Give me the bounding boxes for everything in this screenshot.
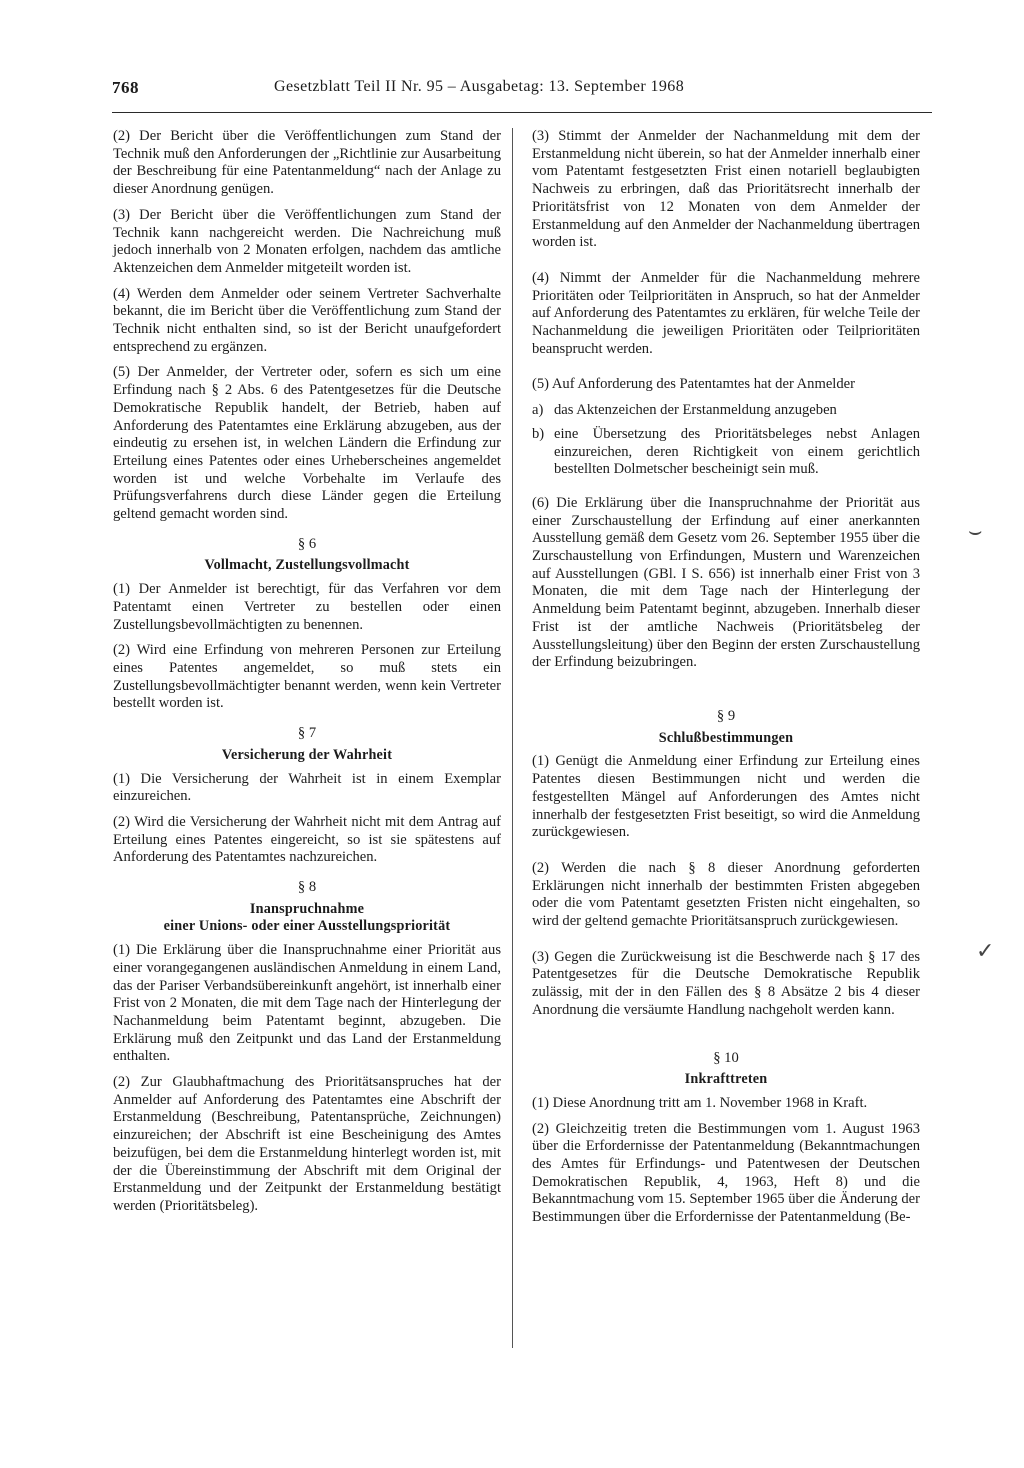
paragraph: (3) Gegen die Zurückweisung ist die Beschwerde nach § 17 des Patentgesetzes für die Deutsche Demokratische Republik zulässig, mit der in den Fällen des § 8 Absätze 2 bis 4 dieser Anordnung die versäumte Handlung nachgeholt werden kann. bbox=[532, 948, 920, 1018]
paragraph: (4) Werden dem Anmelder oder seinem Vertreter Sachverhalte bekannt, die im Bericht über die Veröffentlichung zum Stand der Technik nicht enthalten sind, so ist der Bericht unaufgefordert entsprechend zu ergänzen. bbox=[113, 285, 501, 355]
paragraph: (2) Der Bericht über die Veröffentlichungen zum Stand der Technik muß den Anforderungen der „Richtlinie zur Ausarbeitung der Beschreibung für eine Patentanmeldung“ nach der Anlage zu dieser Anordnung genügen. bbox=[113, 128, 501, 198]
right-column bbox=[532, 128, 920, 1235]
paragraph: (1) Genügt die Anmeldung einer Erfindung zur Erteilung eines Patentes diesen Bestimmungen nicht und werden die festgestellten Mängel auf Anforderungen des Amtes nicht innerhalb der festgesetzten Frist beseitigt, so wird die Anmeldung zurückgewiesen. bbox=[532, 753, 920, 841]
section-title: einer Unions- oder einer Ausstellungspriorität bbox=[163, 918, 451, 935]
section-number: § 7 bbox=[297, 725, 317, 742]
page-header bbox=[112, 72, 932, 113]
paragraph: (1) Der Anmelder ist berechtigt, für das Verfahren vor dem Patentamt einen Vertreter zu bestellen oder einen Zustellungsbevollmächtigten zu benennen. bbox=[113, 581, 501, 633]
list-text: das Aktenzeichen der Erstanmeldung anzugeben bbox=[554, 402, 837, 419]
paragraph: (1) Die Versicherung der Wahrheit ist in einem Exemplar einzureichen. bbox=[113, 770, 501, 805]
list-text: eine Übersetzung des Prioritätsbeleges nebst Anlagen einzureichen, deren Richtigkeit von einem gerichtlich bestellten Dolmetscher bescheinigt sein muß. bbox=[554, 425, 920, 478]
paragraph: (2) Wird eine Erfindung von mehreren Personen zur Erteilung eines Patentes angemeldet, so muß stets ein Zustellungsbevollmächtigter benannt werden, wenn kein Vertreter bestellt worden ist. bbox=[113, 642, 501, 712]
paragraph: (2) Zur Glaubhaftmachung des Prioritätsanspruches hat der Anmelder auf Anforderung des Patentamtes eine Abschrift der Erstanmeldung (Beschreibung, Patentansprüche, Zeichnungen) einzureichen; der Abschrift ist eine Bescheinigung des Amtes beizufügen, bei dem die Erstanmeldung hinterlegt worden ist, mit der die Übereinstimmung der Abschrift mit dem Original der Erstanmeldung und der Zeitpunkt der Erstanmeldung bestätigt werden (Prioritätsbeleg). bbox=[113, 1074, 501, 1214]
section-title: Inkrafttreten bbox=[684, 1071, 768, 1088]
section-title: Vollmacht, Zustellungsvollmacht bbox=[204, 557, 410, 574]
paragraph: (2) Gleichzeitig treten die Bestimmungen vom 1. August 1963 über die Erfordernisse der Patentanmeldung (Bekanntmachungen des Amtes für Erfindungs- und Patentwesen der Deutschen Demokratischen Republik, 4, 1963, Heft 8) und die Bekanntmachung vom 15. September 1965 über die Änderung der Bestimmungen über die Erfordernisse der Patentanmeldung (Be- bbox=[532, 1120, 920, 1226]
section-number: § 10 bbox=[713, 1049, 739, 1066]
left-column bbox=[113, 128, 501, 1224]
paragraph: (1) Diese Anordnung tritt am 1. November 1968 in Kraft. bbox=[532, 1094, 868, 1111]
paragraph: (5) Der Anmelder, der Vertreter oder, sofern es sich um eine Erfindung nach § 2 Abs. 6 des Patentgesetzes für die Deutsche Demokratische Republik handelt, der Betrieb, haben auf Anforderung des Patentamtes eine Erklärung abzugeben, aus der eindeutig zu ersehen ist, in welchen Ländern die Erfindung zur Erteilung eines Patentes oder eines Urheberscheines angemeldet worden ist und welche Vorbehalte im Verlaufe des Prüfungsverfahrens durch diese Länder gegen die Erteilung geltend gemacht worden sind. bbox=[113, 364, 501, 523]
list-label: b) bbox=[532, 425, 545, 442]
column-divider bbox=[512, 128, 513, 1348]
section-title: Schlußbestimmungen bbox=[658, 729, 794, 746]
list-label: a) bbox=[532, 402, 544, 419]
paragraph: (3) Stimmt der Anmelder der Nachanmeldung mit dem der Erstanmeldung nicht überein, so hat der Anmelder innerhalb einer vom Patentamt festgesetzten Frist einen notariell beglaubigten Nachweis zu erbringen, daß das Prioritätsrecht innerhalb der Prioritätsfrist von 12 Monaten von dem Anmelder der Erstanmeldung auf den Anmelder der Nachanmeldung übertragen worden ist. bbox=[532, 128, 920, 251]
paragraph: (5) Auf Anforderung des Patentamtes hat der Anmelder bbox=[532, 376, 855, 393]
paragraph: (2) Wird die Versicherung der Wahrheit nicht mit dem Antrag auf Erteilung eines Patentes eingereicht, so ist sie spätestens auf Anforderung des Patentamtes nachzureichen. bbox=[113, 813, 501, 866]
section-number: § 9 bbox=[716, 707, 736, 724]
paragraph: (1) Die Erklärung über die Inanspruchnahme einer Priorität aus einer vorangegangenen ausländischen Anmeldung in einem Land, das der Pariser Verbandsübereinkunft angehört, ist innerhalb einer Frist von 2 Monaten, die mit dem Tage nach der Hinterlegung der Nachanmeldung beim Patentamt beginnt, abzugeben. Die Erklärung muß den Zeitpunkt und das Land der Erstanmeldung enthalten. bbox=[113, 942, 501, 1065]
paragraph: (6) Die Erklärung über die Inanspruchnahme der Priorität aus einer Zurschaustellung der Erfindung auf einer anerkannten Ausstellung gemäß dem Gesetz vom 26. September 1955 über die Zurschaustellung von Erfindungen, Mustern und Warenzeichen auf Ausstellungen (GBl. I S. 656) ist innerhalb einer Frist von 3 Monaten, die mit dem Tage nach der Hinterlegung der Anmeldung beim Patentamt beginnt, abzugeben. Innerhalb dieser Frist ist der amtliche Nachweis (Prioritätsbeleg der Ausstellungsleitung) über den Beginn der ersten Zurschaustellung der Erfindung beizubringen. bbox=[532, 494, 920, 671]
list-item bbox=[532, 402, 920, 420]
section-title: Versicherung der Wahrheit bbox=[221, 746, 393, 763]
margin-check-icon: ✓ bbox=[976, 938, 995, 963]
list-item bbox=[532, 426, 920, 479]
section-number: § 8 bbox=[297, 879, 317, 896]
margin-mark-icon: ⌣ bbox=[968, 518, 983, 543]
paragraph: (2) Werden die nach § 8 dieser Anordnung geforderten Erklärungen nicht innerhalb der bestimmten Fristen abgegeben oder die vom Patentamt gesetzten Fristen nicht eingehalten, so wird der geltend gemachte Prioritätsanspruch zurückgewiesen. bbox=[532, 859, 920, 930]
section-title: Inanspruchnahme bbox=[249, 900, 365, 917]
running-title: Gesetzblatt Teil II Nr. 95 – Ausgabetag: 13. September 1968 bbox=[274, 78, 685, 95]
page-number: 768 bbox=[112, 78, 139, 97]
section-number: § 6 bbox=[297, 535, 317, 552]
paragraph: (4) Nimmt der Anmelder für die Nachanmeldung mehrere Prioritäten oder Teilprioritäten in Anspruch, so hat der Anmelder auf Anforderung des Patentamtes zu erklären, für welche Teile der Nachanmeldung die jeweiligen Prioritäten oder Teilprioritäten beansprucht werden. bbox=[532, 269, 920, 357]
paragraph: (3) Der Bericht über die Veröffentlichungen zum Stand der Technik kann nachgereicht werden. Die Nachreichung muß jedoch innerhalb von 2 Monaten erfolgen, nachdem das amtliche Aktenzeichen dem Anmelder mitgeteilt worden ist. bbox=[113, 206, 501, 276]
